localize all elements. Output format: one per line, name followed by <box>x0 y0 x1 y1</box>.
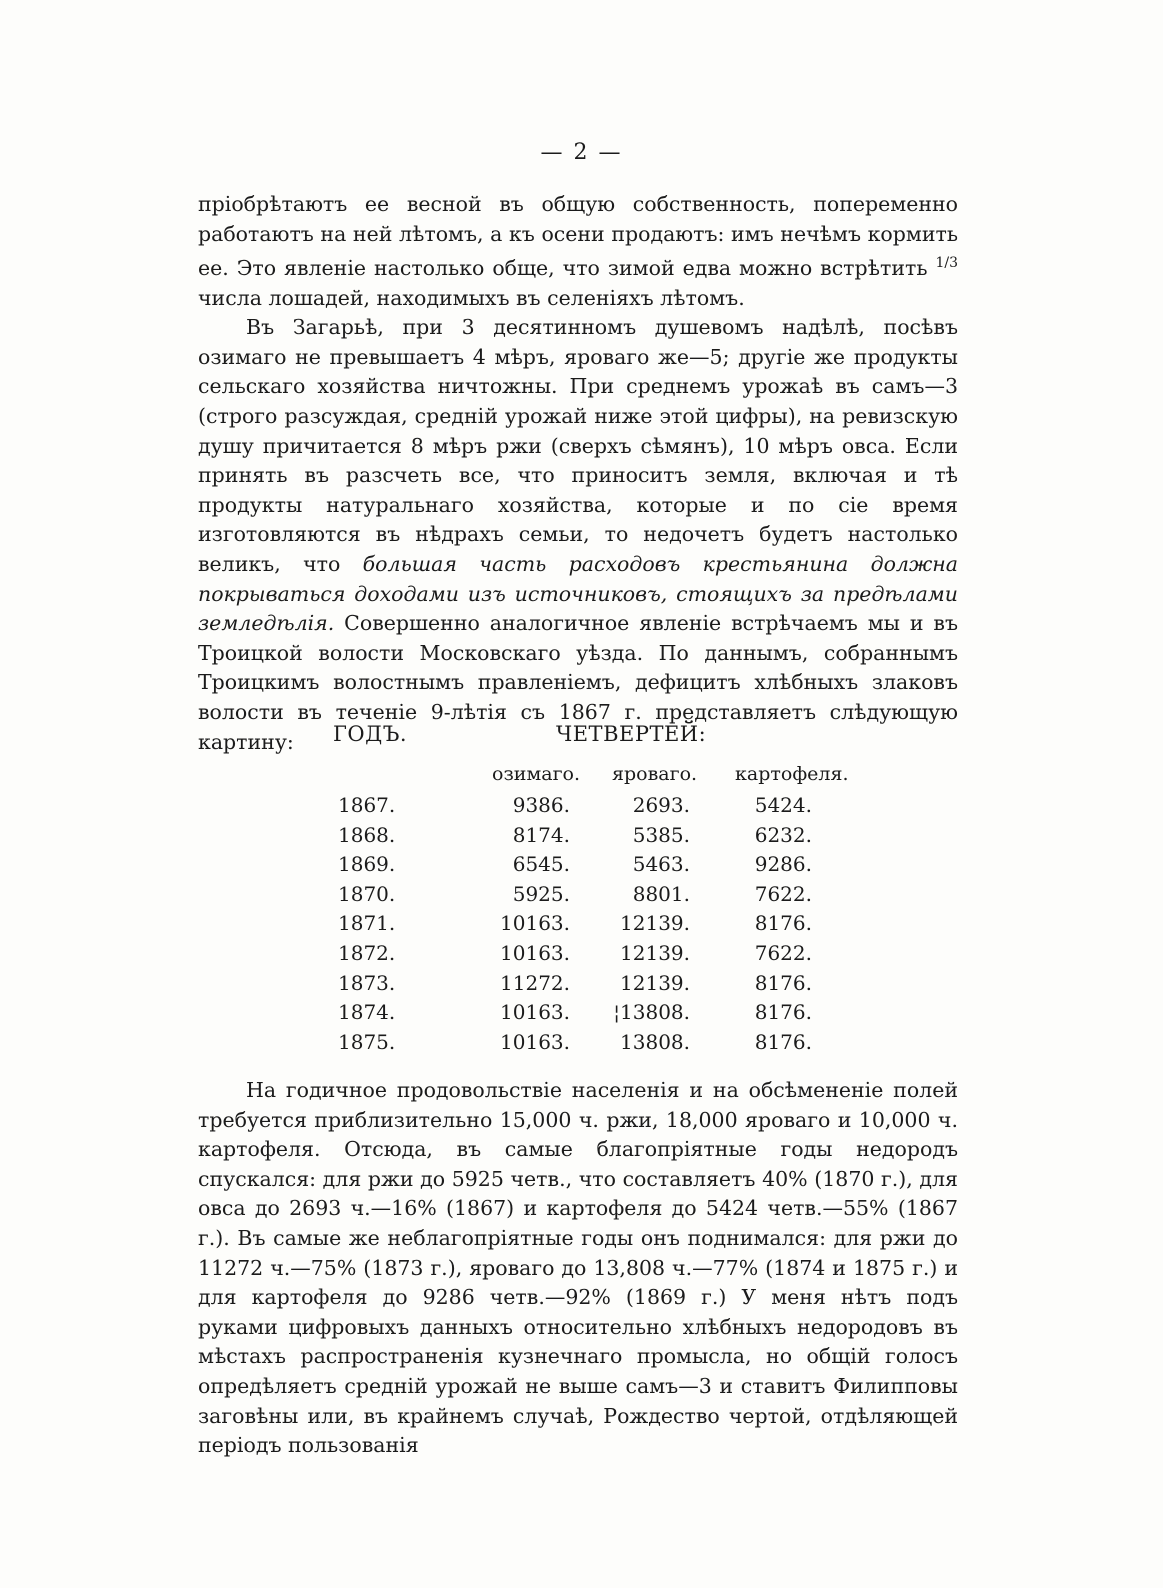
cell-potato: 8176. <box>754 1000 812 1025</box>
table-header-year: ГОДЪ. <box>333 722 408 746</box>
cell-year: 1875. <box>338 1029 396 1054</box>
table-row <box>0 793 1163 823</box>
table-row <box>0 971 1163 1001</box>
column-header-winter: озимаго. <box>492 763 581 785</box>
paragraph-bottom: На годичное продовольствіе населенія и на обсѣмененіе полей требуется приблизительно 15,000 ч. ржи, 18,000 яроваго и 10,000 ч. картофеля. Отсюда, въ самые благопріятные годы недородъ спускался: для ржи до 5925 четв., что составляетъ 40% (1870 г.), для овса до 2693 ч.—16% (1867) и картофеля до 5424 четв.—55% (1867 г.). Въ самые же неблагопріятные годы онъ поднимался: для ржи до 11272 ч.—75% (1873 г.), яроваго до 13,808 ч.—77% (1874 и 1875 г.) и для картофеля до 9286 четв.—92% (1869 г.) У меня нѣтъ подъ руками цифровыхъ данныхъ относительно хлѣбныхъ недородовъ въ мѣстахъ распространенія кузнечнаго промысла, но общій голосъ опредѣляетъ средній урожай не выше самъ—3 и ставитъ Филипповы заговѣны или, въ крайнемъ случаѣ, Рождество чертой, отдѣляющей періодъ пользованія <box>198 1078 958 1458</box>
cell-winter: 6545. <box>512 852 570 877</box>
paragraph-2: Въ Загарьѣ, при 3 десятинномъ душевомъ надѣлѣ, посѣвъ озимаго не превышаетъ 4 мѣръ, яроваго же—5; другіе же продукты сельскаго хозяйства ничтожны. При среднемъ урожаѣ въ самъ—3 (строго разсуждая, средній урожай ниже этой цифры), на ревизскую душу причитается 8 мѣръ ржи (сверхъ сѣмянъ), 10 мѣръ овса. Если принять въ разсчеть все, что приноситъ земля, включая и тѣ продукты натуральнаго хозяйства, которые и по сіе время изготовляются въ нѣдрахъ семьи, то недочетъ будетъ настолько великъ, что большая часть расходовъ крестьянина должна покрываться доходами изъ источниковъ, стоящихъ за предѣлами земледѣлія. Совершенно аналогичное явленіе встрѣчаемъ мы и въ Троицкой волости Московскаго уѣзда. По даннымъ, собраннымъ Троицкимъ волостнымъ правленіемъ, дефицитъ хлѣбныхъ злаковъ волости въ теченіе 9-лѣтія съ 1867 г. представляетъ слѣдующую картину: <box>198 315 959 754</box>
cell-winter: 11272. <box>500 970 570 995</box>
cell-winter: 10163. <box>500 1000 570 1025</box>
cell-spring: ¦13808. <box>613 1000 690 1025</box>
table-row <box>0 882 1163 912</box>
table-row <box>0 911 1163 941</box>
cell-spring: 12139. <box>620 911 690 936</box>
text-block-top <box>198 190 958 757</box>
page-number: — 2 — <box>540 140 623 165</box>
cell-winter: 8174. <box>512 822 570 847</box>
cell-winter: 10163. <box>500 1029 570 1054</box>
column-header-spring: яроваго. <box>612 763 698 785</box>
cell-spring: 8801. <box>632 881 690 906</box>
cell-potato: 7622. <box>754 881 812 906</box>
cell-spring: 2693. <box>632 793 690 817</box>
cell-winter: 10163. <box>500 911 570 936</box>
cell-potato: 6232. <box>754 822 812 847</box>
cell-winter: 5925. <box>512 881 570 906</box>
cell-winter: 9386. <box>512 793 570 817</box>
cell-year: 1869. <box>338 852 396 877</box>
column-header-potato: картофеля. <box>735 763 849 785</box>
cell-spring: 12139. <box>620 970 690 995</box>
table-header-quarters: ЧЕТВЕРТЕЙ: <box>556 722 707 746</box>
emphasis-text: большая часть расходовъ крестьянина должна покрываться доходами изъ источниковъ, стоящихъ за предѣлами земледѣлія. <box>198 551 959 636</box>
cell-year: 1873. <box>338 970 396 995</box>
cell-potato: 8176. <box>754 911 812 936</box>
cell-year: 1867. <box>338 793 396 817</box>
cell-potato: 9286. <box>754 852 812 877</box>
cell-spring: 13808. <box>620 1029 690 1054</box>
cell-potato: 7622. <box>754 941 812 965</box>
cell-spring: 12139. <box>620 941 690 965</box>
cell-spring: 5463. <box>632 852 690 877</box>
table-row <box>0 941 1163 971</box>
cell-year: 1872. <box>338 941 396 965</box>
table-row <box>0 823 1163 853</box>
fraction-one-third: 1/3 <box>935 255 958 272</box>
table-row <box>0 1030 1163 1060</box>
cell-year: 1868. <box>338 822 396 847</box>
table-row <box>0 1000 1163 1030</box>
cell-potato: 5424. <box>754 793 812 817</box>
cell-year: 1874. <box>338 1000 396 1025</box>
cell-potato: 8176. <box>754 970 812 995</box>
paragraph-1: пріобрѣтаютъ ее весной въ общую собственность, попеременно работаютъ на ней лѣтомъ, а къ осени продаютъ: имъ нечѣмъ кормить ее. Это явленіе настолько обще, что зимой едва можно встрѣтить $^{1/3}$ числа лошадей, находимыхъ въ селеніяхъ лѣтомъ. <box>198 192 958 310</box>
cell-year: 1871. <box>338 911 396 936</box>
cell-winter: 10163. <box>500 941 570 965</box>
cell-spring: 5385. <box>632 822 690 847</box>
cell-year: 1870. <box>338 881 396 906</box>
table-row <box>0 852 1163 882</box>
cell-potato: 8176. <box>754 1029 812 1054</box>
